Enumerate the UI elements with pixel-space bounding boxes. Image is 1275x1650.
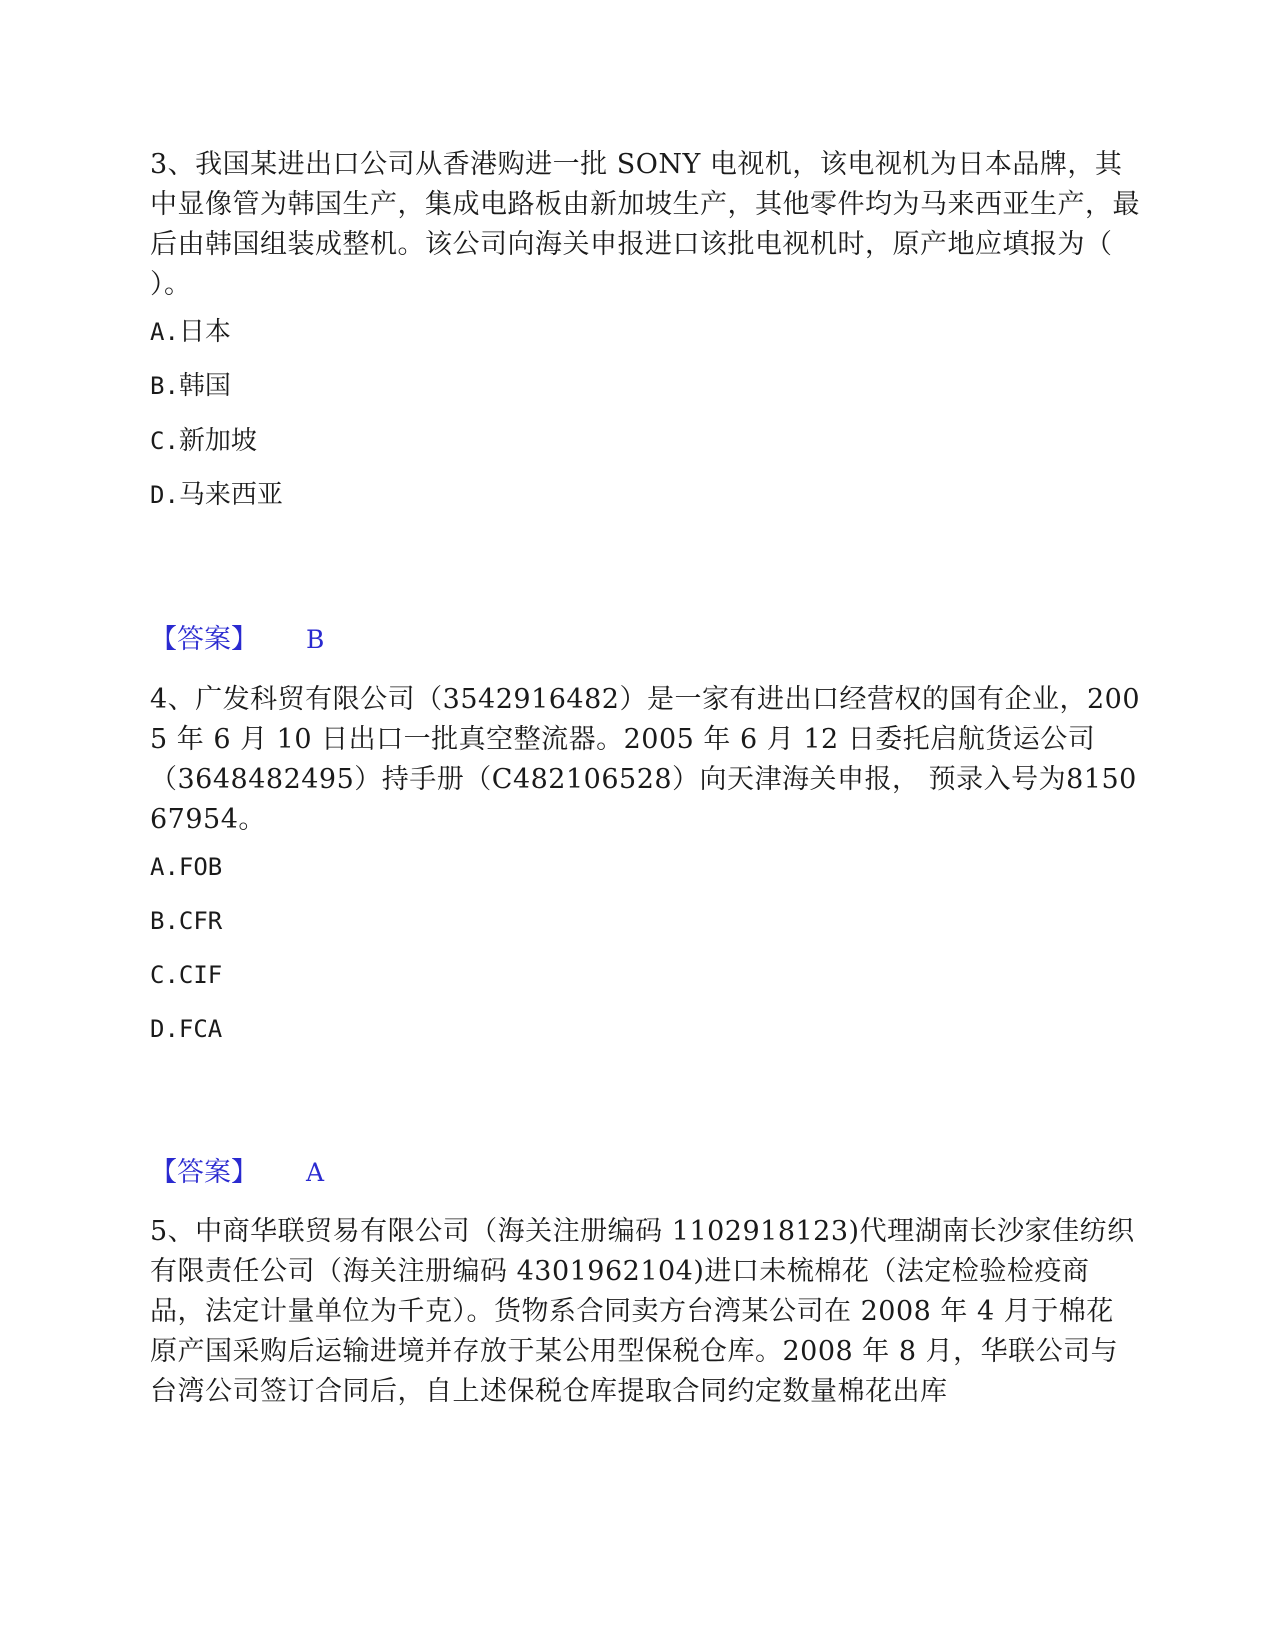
question-4-option-b [150, 904, 222, 938]
option-text: CIF [178, 961, 223, 989]
answer-label: 【答案】 [150, 624, 258, 655]
option-text: FOB [178, 853, 223, 881]
question-4-option-a [150, 850, 222, 884]
option-letter: C. [150, 961, 179, 989]
answer-value: A [306, 1158, 325, 1187]
question-5-text: 5、中商华联贸易有限公司（海关注册编码 1102918123)代理湖南长沙家佳纺织有限责任公司（海关注册编码 4301962104)进口未梳棉花（法定检验检疫商品，法定计量单位为千克）。货物系合同卖方台湾某公司在 2008 年 4 月于棉花原产国采购后运输进境并存放于某公用型保税仓库。2008 年 8 月，华联公司与台湾公司签订合同后，自上述保税仓库提取合同约定数量棉花出库 [150, 1216, 1135, 1407]
option-letter: D. [150, 481, 179, 509]
option-text: CFR [178, 907, 223, 935]
question-3-text: 3、我国某进出口公司从香港购进一批 SONY 电视机，该电视机为日本品牌，其中显像管为韩国生产，集成电路板由新加坡生产，其他零件均为马来西亚生产，最后由韩国组装成整机。该公司向海关申报进口该批电视机时，原产地应填报为（ ）。 [150, 149, 1140, 300]
option-letter: C. [150, 427, 179, 455]
option-letter: A. [150, 853, 179, 881]
answer-value: B [306, 625, 325, 654]
option-text: FCA [178, 1015, 223, 1043]
answer-label: 【答案】 [150, 1157, 258, 1188]
question-3-answer [150, 622, 324, 658]
option-text: 日本 [178, 317, 231, 347]
question-4-option-c [150, 958, 222, 992]
option-letter: D. [150, 1015, 179, 1043]
option-letter: B. [150, 372, 179, 400]
question-3-option-d [150, 478, 283, 512]
question-4-text: 4、广发科贸有限公司（3542916482）是一家有进出口经营权的国有企业，2005 年 6 月 10 日出口一批真空整流器。2005 年 6 月 12 日委托启航货运公司（3648482495）持手册（C482106528）向天津海关申报， 预录入号为815067954。 [150, 684, 1140, 835]
question-3-option-b [150, 369, 231, 403]
question-3-option-a [150, 315, 231, 349]
option-text: 马来西亚 [178, 480, 283, 510]
question-4-option-d [150, 1012, 222, 1046]
option-text: 韩国 [178, 371, 231, 401]
option-letter: B. [150, 907, 179, 935]
option-text: 新加坡 [178, 426, 257, 456]
question-3-option-c [150, 424, 257, 458]
option-letter: A. [150, 318, 179, 346]
question-4-answer [150, 1155, 324, 1191]
